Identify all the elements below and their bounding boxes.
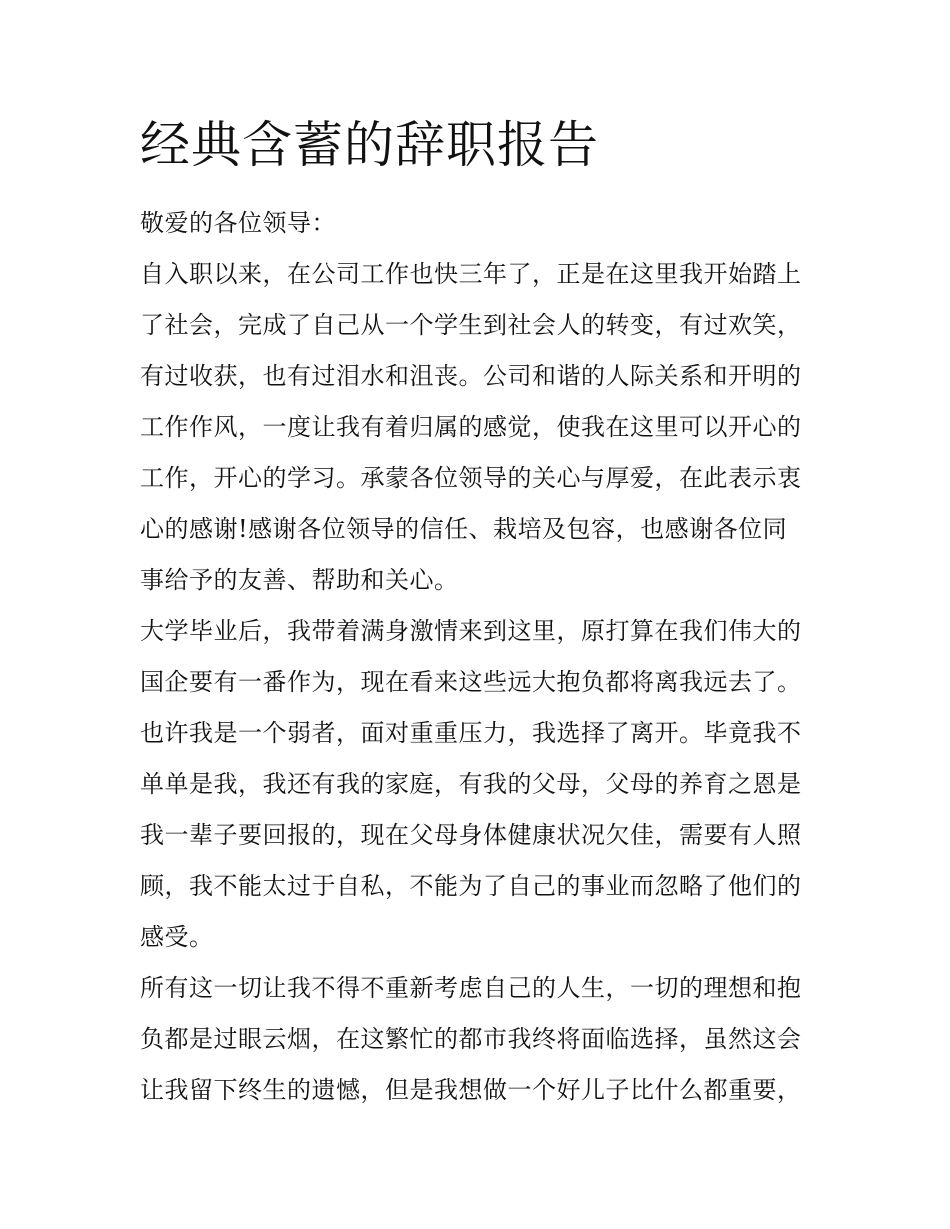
text-line: 了社会，完成了自己从一个学生到社会人的转变，有过欢笑， xyxy=(140,311,802,339)
text-line: 大学毕业后，我带着满身激情来到这里，原打算在我们伟大的 xyxy=(140,617,802,645)
salutation: 敬爱的各位领导： xyxy=(140,209,336,237)
text-line: 事给予的友善、帮助和关心。 xyxy=(140,566,459,594)
paragraph-3 xyxy=(140,963,820,1116)
text-line: 工作，开心的学习。承蒙各位领导的关心与厚爱，在此表示衷 xyxy=(140,464,802,492)
document-body xyxy=(140,198,820,1116)
text-line: 我一辈子要回报的，现在父母身体健康状况欠佳，需要有人照 xyxy=(140,821,802,849)
text-line: 感受。 xyxy=(140,923,214,951)
text-line: 顾，我不能太过于自私，不能为了自己的事业而忽略了他们的 xyxy=(140,872,802,900)
paragraph-1 xyxy=(140,249,820,606)
text-line: 所有这一切让我不得不重新考虑自己的人生，一切的理想和抱 xyxy=(140,974,802,1002)
text-line: 负都是过眼云烟，在这繁忙的都市我终将面临选择，虽然这会 xyxy=(140,1025,802,1053)
text-line: 也许我是一个弱者，面对重重压力，我选择了离开。毕竟我不 xyxy=(140,719,802,747)
text-line: 单单是我，我还有我的家庭，有我的父母，父母的养育之恩是 xyxy=(140,770,802,798)
text-line: 工作作风，一度让我有着归属的感觉，使我在这里可以开心的 xyxy=(140,413,802,441)
paragraph-2 xyxy=(140,606,820,963)
text-line: 心的感谢!感谢各位领导的信任、栽培及包容，也感谢各位同 xyxy=(140,515,788,543)
document-title: 经典含蓄的辞职报告 xyxy=(140,116,599,174)
text-line: 让我留下终生的遗憾，但是我想做一个好儿子比什么都重要， xyxy=(140,1076,802,1104)
text-line: 自入职以来，在公司工作也快三年了，正是在这里我开始踏上 xyxy=(140,260,802,288)
text-line: 国企要有一番作为，现在看来这些远大抱负都将离我远去了。 xyxy=(140,668,802,696)
text-line: 有过收获，也有过泪水和沮丧。公司和谐的人际关系和开明的 xyxy=(140,362,802,390)
